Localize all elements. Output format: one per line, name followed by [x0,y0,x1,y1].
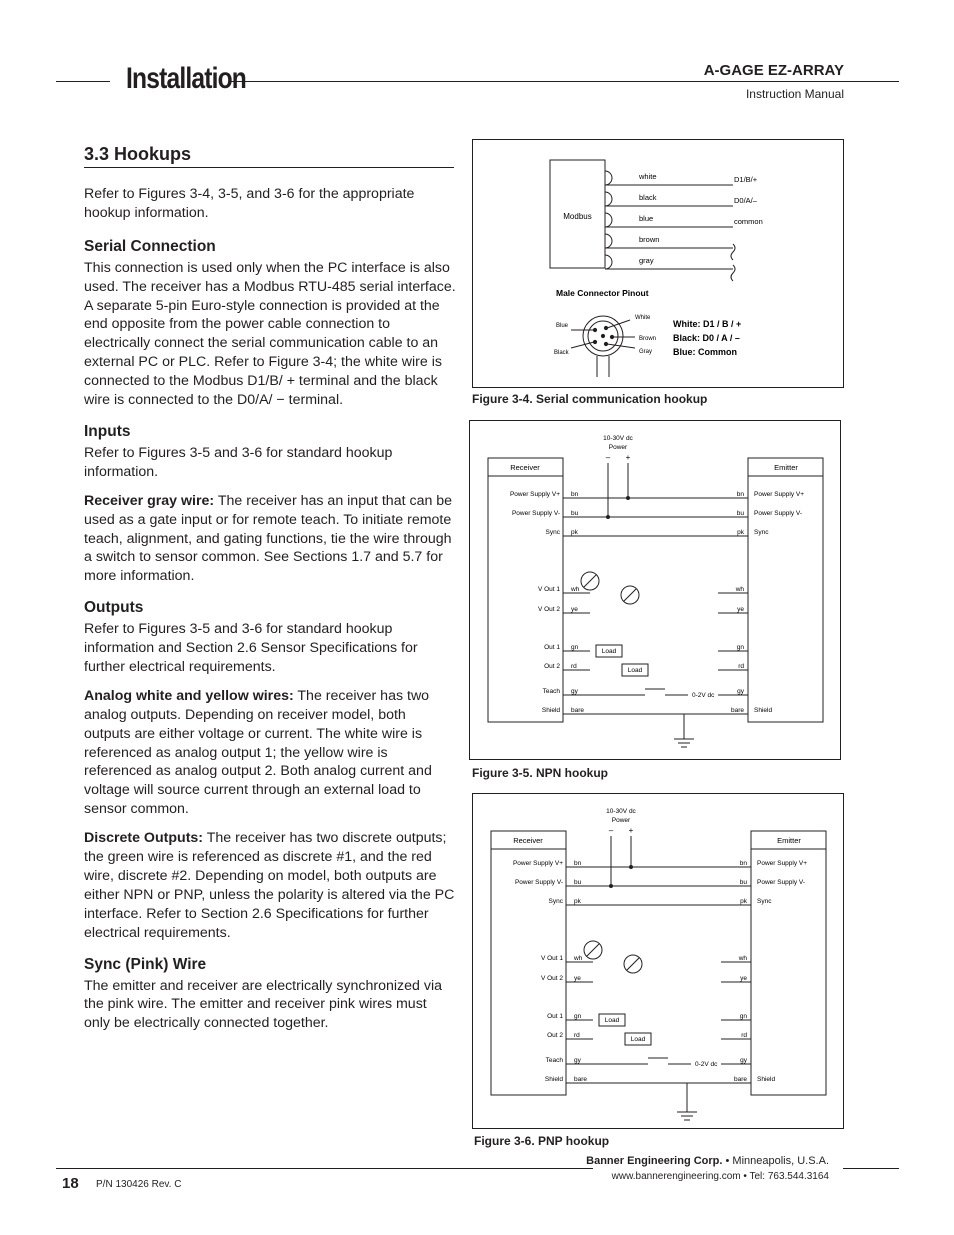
emitter-wire-code: bare [733,1076,747,1083]
power-label-line1: 10-30V dc [606,808,636,815]
power-label-line1: 10-30V dc [603,435,633,442]
sync-heading: Sync (Pink) Wire [84,955,207,973]
receiver-wire-code: pk [574,898,581,905]
receiver-title: Receiver [510,463,540,472]
emitter-wire-code: gy [740,1057,747,1064]
footer-rule-left [56,1168,593,1169]
receiver-terminal-label: V Out 1 [540,955,563,962]
emitter-terminal-label: Power Supply V+ [757,860,808,867]
emitter-title: Emitter [777,836,801,845]
pin-arc [605,234,612,248]
serial-hookup-diagram [473,140,843,387]
pin-arc [605,255,612,269]
wire-label-white: white [639,172,657,181]
company-name: Banner Engineering Corp. [586,1155,723,1167]
pinout-title: Male Connector Pinout [556,288,649,298]
analog-label: Analog white and yellow wires: [84,687,294,704]
receiver-wire-code: bu [574,879,582,886]
receiver-wire-code: bn [571,491,579,498]
emitter-terminal-label: Power Supply V- [757,879,806,886]
terminal-label: common [734,217,763,226]
emitter-wire-code: wh [735,586,744,593]
analog-paragraph [84,687,456,819]
wire-label-blue: blue [639,214,654,223]
emitter-wire-code: rd [738,663,744,670]
power-plus: + [628,826,634,835]
serial-wires [605,171,735,281]
wire-end-break [731,265,735,281]
gray-wire-label: Receiver gray wire: [84,492,215,509]
receiver-terminal-label: Shield [544,1076,563,1083]
emitter-wire-code: rd [741,1032,747,1039]
receiver-wire-code: wh [571,586,580,593]
emitter-wire-code: gn [739,1013,747,1020]
load-2-label: Load [630,1036,646,1043]
power-label-line2: Power [608,444,628,451]
emitter-box [751,831,826,1095]
emitter-wire-code: gn [736,644,744,651]
sync-paragraph: The emitter and receiver are electrically synchronized via the pink wire. The emitter and receiver pink wires must only be electrically connected together. [84,977,442,1032]
emitter-wire-code: bn [736,491,744,498]
power-label-line2: Power [611,817,631,824]
discrete-paragraph [84,829,456,942]
npn-hookup-diagram [470,421,840,759]
outputs-heading: Outputs [84,599,144,617]
outputs-paragraph: Refer to Figures 3-5 and 3-6 for standard hookup information and Section 2.6 Sensor Specifications for further electrical requirements. [84,621,418,675]
gray-wire-paragraph [84,492,456,587]
load-1-label: Load [601,648,617,655]
receiver-terminal-label: V Out 2 [540,975,563,982]
receiver-terminal-label: Power Supply V+ [509,491,560,498]
receiver-wire-code: gy [571,688,578,695]
body-column [84,185,456,1043]
connector-pinout [571,316,635,377]
page-number: 18 [62,1175,79,1192]
terminal-label: D0/A/– [734,196,757,205]
gray-wire-text: The receiver has an input that can be used as a gate input or for remote teach. To initiate remote teach, alignment, and gating functions, tie the wire through a switch to sensor common. See Sections 1.7 and 5.7 for more information. [84,492,453,585]
emitter-wire-code: ye [740,975,747,982]
npn-hookup-figure [469,420,841,760]
pin-label-white: White [635,315,651,321]
pin-label-gray: Gray [639,349,653,355]
power-minus: – [605,453,611,462]
serial-heading: Serial Connection [84,237,216,255]
receiver-wire-code: ye [571,606,578,613]
emitter-wire-code: ye [737,606,744,613]
emitter-terminal-label: Sync [757,898,772,905]
discrete-label: Discrete Outputs: [84,830,204,847]
legend-black: Black: D0 / A / – [673,333,740,343]
emitter-terminal-label: Sync [754,529,769,536]
teach-voltage-label: 0-2V dc [692,692,715,699]
footer-rule-right [843,1168,899,1169]
receiver-title: Receiver [513,836,543,845]
receiver-terminal-label: Shield [541,707,560,714]
pin-label-blue: Blue [556,323,569,329]
header-rule-left [56,81,110,82]
teach-voltage-label: 0-2V dc [695,1061,718,1068]
analog-text: The receiver has two analog outputs. Depending on receiver model, both outputs are either voltage or current. The white wire is referenced as analog output 1; the yellow wire is referenced as analog output 2. Both analog current and voltage will source current through an external load to sensor common. [84,687,432,818]
intro-paragraph: Refer to Figures 3-4, 3-5, and 3-6 for the appropriate hookup information. [84,186,415,221]
serial-hookup-caption: Figure 3-4. Serial communication hookup [472,392,708,406]
emitter-title: Emitter [774,463,798,472]
legend-blue: Blue: Common [673,347,737,357]
pnp-hookup-caption: Figure 3-6. PNP hookup [474,1134,610,1148]
pin-label-brown: Brown [639,336,657,342]
modbus-label: Modbus [563,212,592,221]
pin-arc [605,171,612,185]
emitter-terminal-label: Shield [757,1076,776,1083]
receiver-terminal-label: Power Supply V- [514,879,563,886]
power-plus: + [625,453,631,462]
junction-dot [626,496,630,500]
receiver-terminal-label: Teach [545,1057,563,1064]
emitter-wire-code: bu [736,510,744,517]
inputs-paragraph: Refer to Figures 3-5 and 3-6 for standard hookup information. [84,444,393,480]
receiver-wire-code: rd [574,1032,580,1039]
power-minus: – [608,826,614,835]
receiver-terminal-label: Out 2 [544,663,560,670]
receiver-wire-code: bn [574,860,582,867]
receiver-wire-code: bu [571,510,579,517]
inputs-heading: Inputs [84,422,131,440]
section-heading-rule [84,167,454,168]
pin-arc [605,192,612,206]
emitter-wire-code: gy [737,688,744,695]
header-rule-right [230,81,899,82]
receiver-terminal-label: Sync [548,898,563,905]
company-line [586,1155,829,1167]
serial-paragraph: This connection is used only when the PC interface is also used. The receiver has a Modbus RTU-485 serial interface. A separate 5-pin Euro-style connection is provided at the end opposite from the power cable connection to electrically connect the serial communication cable to an external PC or PLC. Refer to Figure 3-4; the white wire is connected to the Modbus D1/B/ + terminal and the black wire is connected to the D0/A/ − terminal. [84,259,456,409]
wire-end-break [731,244,735,260]
pin-label-black: Black [554,350,569,356]
load-2-label: Load [627,667,643,674]
npn-hookup-caption: Figure 3-5. NPN hookup [472,766,609,780]
receiver-terminal-label: Power Supply V+ [512,860,563,867]
company-location: • Minneapolis, U.S.A. [722,1155,829,1167]
wire-label-black: black [639,193,657,202]
emitter-wire-code: pk [740,898,747,905]
receiver-terminal-label: Out 2 [547,1032,563,1039]
receiver-wire-code: wh [574,955,583,962]
emitter-wire-code: bn [739,860,747,867]
emitter-wire-code: bu [739,879,747,886]
receiver-box [491,831,566,1095]
emitter-wire-code: wh [738,955,747,962]
serial-hookup-figure [472,139,844,388]
manual-type: Instruction Manual [745,87,844,101]
emitter-wire-code: pk [737,529,744,536]
emitter-wire-code: bare [730,707,744,714]
junction-dot [629,865,633,869]
receiver-wire-code: rd [571,663,577,670]
contact-line: www.bannerengineering.com • Tel: 763.544.3164 [611,1171,829,1182]
pnp-hookup-figure [472,793,844,1129]
receiver-terminal-label: Teach [542,688,560,695]
receiver-terminal-label: V Out 2 [537,606,560,613]
load-1-label: Load [604,1017,620,1024]
receiver-terminal-label: Out 1 [544,644,560,651]
receiver-terminal-label: Out 1 [547,1013,563,1020]
receiver-wire-code: bare [574,1076,588,1083]
emitter-terminal-label: Shield [754,707,773,714]
receiver-wire-code: gy [574,1057,581,1064]
receiver-terminal-label: V Out 1 [537,586,560,593]
receiver-wire-code: bare [571,707,585,714]
receiver-wire-code: pk [571,529,578,536]
pin-arc [605,213,612,227]
terminal-label: D1/B/+ [734,175,758,184]
junction-dot [606,515,610,519]
page-title: Installation [126,62,247,95]
legend-white: White: D1 / B / + [673,319,742,329]
wire-label-gray: gray [639,256,654,265]
receiver-terminal-label: Sync [545,529,560,536]
section-heading: 3.3 Hookups [84,144,192,164]
receiver-wire-code: gn [574,1013,582,1020]
junction-dot [609,884,613,888]
receiver-wire-code: ye [574,975,581,982]
wire-label-brown: brown [639,235,660,244]
emitter-terminal-label: Power Supply V+ [754,491,805,498]
pnp-hookup-diagram [473,794,843,1128]
part-number: P/N 130426 Rev. C [96,1179,182,1190]
emitter-terminal-label: Power Supply V- [754,510,803,517]
discrete-text: The receiver has two discrete outputs; the green wire is referenced as discrete #1, and the red wire, discrete #2. Depending on model, both outputs are either NPN or PNP, unless the polarity is altered via the PC interface. Refer to Section 2.6 Specifications for further electrical requirements. [84,830,455,941]
receiver-wire-code: gn [571,644,579,651]
receiver-terminal-label: Power Supply V- [511,510,560,517]
product-name: A-GAGE EZ-ARRAY [703,62,844,79]
